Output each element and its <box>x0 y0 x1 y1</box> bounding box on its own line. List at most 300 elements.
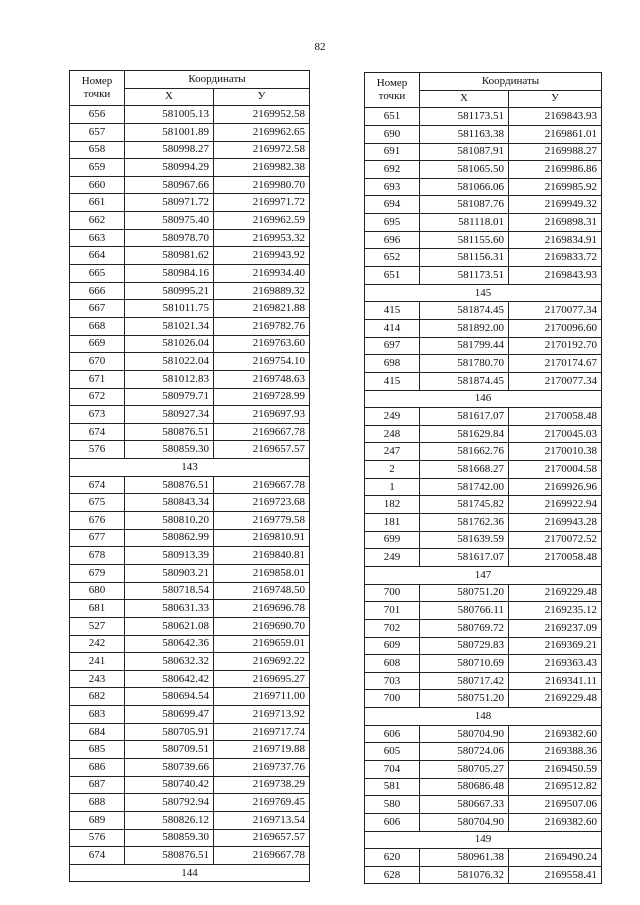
point-number-cell: 665 <box>70 265 125 283</box>
y-coordinate-cell: 2170010.38 <box>509 443 602 461</box>
x-coordinate-cell: 580843.34 <box>125 494 214 512</box>
y-column-header: У <box>214 88 310 106</box>
x-coordinate-cell: 580995.21 <box>125 282 214 300</box>
x-coordinate-cell: 581639.59 <box>420 531 509 549</box>
point-number-cell: 678 <box>70 547 125 565</box>
x-coordinate-cell: 581874.45 <box>420 302 509 320</box>
table-row <box>70 670 310 688</box>
table-row <box>365 725 602 743</box>
x-coordinate-cell: 581629.84 <box>420 425 509 443</box>
x-coordinate-cell: 580667.33 <box>420 796 509 814</box>
y-coordinate-cell: 2169696.78 <box>214 600 310 618</box>
coordinates-header: Координаты <box>125 71 310 89</box>
table-row <box>365 302 602 320</box>
y-coordinate-cell: 2169782.76 <box>214 317 310 335</box>
y-coordinate-cell: 2170058.48 <box>509 549 602 567</box>
y-coordinate-cell: 2169713.54 <box>214 811 310 829</box>
point-number-cell: 666 <box>70 282 125 300</box>
x-coordinate-cell: 580913.39 <box>125 547 214 565</box>
table-row <box>365 849 602 867</box>
point-number-header <box>70 71 125 106</box>
table-row <box>365 319 602 337</box>
table-row <box>365 866 602 884</box>
y-coordinate-cell: 2169779.58 <box>214 512 310 530</box>
point-number-cell: 694 <box>365 196 420 214</box>
y-coordinate-cell: 2169985.92 <box>509 178 602 196</box>
y-coordinate-cell: 2169363.43 <box>509 655 602 673</box>
table-row <box>365 760 602 778</box>
point-number-cell: 662 <box>70 212 125 230</box>
point-number-cell: 415 <box>365 302 420 320</box>
table-row <box>365 743 602 761</box>
table-row <box>70 441 310 459</box>
x-coordinate-cell: 581668.27 <box>420 461 509 479</box>
table-row <box>70 370 310 388</box>
x-coordinate-cell: 581155.60 <box>420 231 509 249</box>
y-coordinate-cell: 2169738.29 <box>214 776 310 794</box>
y-coordinate-cell: 2169943.28 <box>509 514 602 532</box>
y-coordinate-cell: 2169737.76 <box>214 758 310 776</box>
table-row <box>70 176 310 194</box>
point-number-cell: 664 <box>70 247 125 265</box>
y-coordinate-cell: 2169949.32 <box>509 196 602 214</box>
table-row <box>70 829 310 847</box>
x-coordinate-cell: 580826.12 <box>125 811 214 829</box>
x-coordinate-cell: 581617.07 <box>420 549 509 567</box>
x-coordinate-cell: 580632.32 <box>125 653 214 671</box>
y-coordinate-cell: 2170077.34 <box>509 302 602 320</box>
table-row <box>365 637 602 655</box>
x-coordinate-cell: 580967.66 <box>125 176 214 194</box>
point-number-header-line1: Номер <box>81 75 113 88</box>
y-coordinate-cell: 2169450.59 <box>509 760 602 778</box>
y-coordinate-cell: 2169711.00 <box>214 688 310 706</box>
point-number-cell: 248 <box>365 425 420 443</box>
x-coordinate-cell: 581173.51 <box>420 108 509 126</box>
table-row <box>70 811 310 829</box>
x-coordinate-cell: 580876.51 <box>125 423 214 441</box>
table-row <box>70 141 310 159</box>
table-row <box>70 653 310 671</box>
point-number-cell: 683 <box>70 706 125 724</box>
section-number: 149 <box>365 831 602 849</box>
x-coordinate-cell: 580859.30 <box>125 441 214 459</box>
x-coordinate-cell: 581022.04 <box>125 353 214 371</box>
x-coordinate-cell: 580642.42 <box>125 670 214 688</box>
point-number-cell: 663 <box>70 229 125 247</box>
y-coordinate-cell: 2169235.12 <box>509 602 602 620</box>
table-row <box>70 317 310 335</box>
point-number-cell: 182 <box>365 496 420 514</box>
section-number: 146 <box>365 390 602 408</box>
table-row <box>70 617 310 635</box>
y-coordinate-cell: 2169723.68 <box>214 494 310 512</box>
y-column-header: У <box>509 90 602 108</box>
table-row <box>70 600 310 618</box>
point-number-cell: 670 <box>70 353 125 371</box>
y-coordinate-cell: 2169667.78 <box>214 476 310 494</box>
point-number-cell: 693 <box>365 178 420 196</box>
x-coordinate-cell: 581066.06 <box>420 178 509 196</box>
x-coordinate-cell: 581874.45 <box>420 372 509 390</box>
point-number-cell: 241 <box>70 653 125 671</box>
table-row <box>365 372 602 390</box>
x-coordinate-cell: 580704.90 <box>420 725 509 743</box>
point-number-cell: 249 <box>365 549 420 567</box>
section-row <box>70 459 310 477</box>
point-number-cell: 661 <box>70 194 125 212</box>
x-coordinate-cell: 580810.20 <box>125 512 214 530</box>
point-number-cell: 702 <box>365 619 420 637</box>
x-coordinate-cell: 580979.71 <box>125 388 214 406</box>
point-number-cell: 692 <box>365 161 420 179</box>
point-number-cell: 651 <box>365 267 420 285</box>
point-number-cell: 674 <box>70 847 125 865</box>
point-number-cell: 700 <box>365 584 420 602</box>
table-row <box>365 690 602 708</box>
table-row <box>70 247 310 265</box>
y-coordinate-cell: 2169748.63 <box>214 370 310 388</box>
page-number: 82 <box>314 41 326 53</box>
y-coordinate-cell: 2170174.67 <box>509 355 602 373</box>
section-row <box>365 831 602 849</box>
y-coordinate-cell: 2169507.06 <box>509 796 602 814</box>
table-row <box>365 408 602 426</box>
point-number-cell: 247 <box>365 443 420 461</box>
x-coordinate-cell: 580766.11 <box>420 602 509 620</box>
y-coordinate-cell: 2169769.45 <box>214 794 310 812</box>
point-number-cell: 414 <box>365 319 420 337</box>
table-row <box>365 531 602 549</box>
y-coordinate-cell: 2169972.58 <box>214 141 310 159</box>
point-number-cell: 700 <box>365 690 420 708</box>
y-coordinate-cell: 2169833.72 <box>509 249 602 267</box>
x-coordinate-cell: 581011.75 <box>125 300 214 318</box>
x-coordinate-cell: 580710.69 <box>420 655 509 673</box>
point-number-cell: 674 <box>70 476 125 494</box>
table-row <box>365 231 602 249</box>
point-number-header-line2: точки <box>83 88 111 101</box>
point-number-cell: 680 <box>70 582 125 600</box>
x-coordinate-cell: 580998.27 <box>125 141 214 159</box>
y-coordinate-cell: 2169341.11 <box>509 672 602 690</box>
x-coordinate-cell: 581012.83 <box>125 370 214 388</box>
point-number-cell: 689 <box>70 811 125 829</box>
y-coordinate-cell: 2169754.10 <box>214 353 310 371</box>
y-coordinate-cell: 2169971.72 <box>214 194 310 212</box>
table-row <box>70 335 310 353</box>
point-number-cell: 669 <box>70 335 125 353</box>
y-coordinate-cell: 2169229.48 <box>509 584 602 602</box>
table-row <box>70 229 310 247</box>
table-row <box>70 494 310 512</box>
x-coordinate-cell: 581662.76 <box>420 443 509 461</box>
table-row <box>70 758 310 776</box>
x-coordinate-cell: 581026.04 <box>125 335 214 353</box>
x-coordinate-cell: 580981.62 <box>125 247 214 265</box>
table-row <box>70 529 310 547</box>
table-row <box>70 582 310 600</box>
y-coordinate-cell: 2169986.86 <box>509 161 602 179</box>
table-row <box>70 106 310 124</box>
point-number-cell: 691 <box>365 143 420 161</box>
y-coordinate-cell: 2169728.99 <box>214 388 310 406</box>
table-row <box>70 635 310 653</box>
y-coordinate-cell: 2170045.03 <box>509 425 602 443</box>
x-coordinate-cell: 580984.16 <box>125 265 214 283</box>
y-coordinate-cell: 2169388.36 <box>509 743 602 761</box>
y-coordinate-cell: 2169512.82 <box>509 778 602 796</box>
x-coordinate-cell: 581892.00 <box>420 319 509 337</box>
point-number-cell: 687 <box>70 776 125 794</box>
table-row <box>365 778 602 796</box>
y-coordinate-cell: 2169962.65 <box>214 123 310 141</box>
table-row <box>365 478 602 496</box>
point-number-cell: 681 <box>70 600 125 618</box>
table-row <box>365 108 602 126</box>
table-row <box>70 123 310 141</box>
section-number: 144 <box>70 864 310 882</box>
x-coordinate-cell: 581762.36 <box>420 514 509 532</box>
y-coordinate-cell: 2170072.52 <box>509 531 602 549</box>
table-row <box>70 194 310 212</box>
table-row <box>365 461 602 479</box>
y-coordinate-cell: 2169840.81 <box>214 547 310 565</box>
x-coordinate-cell: 580694.54 <box>125 688 214 706</box>
table-row <box>70 476 310 494</box>
table-row <box>70 706 310 724</box>
y-coordinate-cell: 2169843.93 <box>509 267 602 285</box>
x-coordinate-cell: 581005.13 <box>125 106 214 124</box>
y-coordinate-cell: 2170077.34 <box>509 372 602 390</box>
point-number-cell: 249 <box>365 408 420 426</box>
y-coordinate-cell: 2169713.92 <box>214 706 310 724</box>
x-coordinate-cell: 581780.70 <box>420 355 509 373</box>
table-row <box>365 672 602 690</box>
point-number-cell: 581 <box>365 778 420 796</box>
point-number-cell: 697 <box>365 337 420 355</box>
coordinates-header: Координаты <box>420 73 602 91</box>
section-row <box>365 390 602 408</box>
y-coordinate-cell: 2169943.92 <box>214 247 310 265</box>
x-coordinate-cell: 580975.40 <box>125 212 214 230</box>
table-row <box>70 265 310 283</box>
table-row <box>70 794 310 812</box>
y-coordinate-cell: 2169229.48 <box>509 690 602 708</box>
table-row <box>70 423 310 441</box>
x-coordinate-cell: 580704.90 <box>420 813 509 831</box>
y-coordinate-cell: 2169667.78 <box>214 847 310 865</box>
y-coordinate-cell: 2169953.32 <box>214 229 310 247</box>
table-row <box>365 425 602 443</box>
point-number-cell: 695 <box>365 214 420 232</box>
y-coordinate-cell: 2169962.59 <box>214 212 310 230</box>
table-row <box>70 512 310 530</box>
x-coordinate-cell: 580994.29 <box>125 159 214 177</box>
y-coordinate-cell: 2169748.50 <box>214 582 310 600</box>
table-row <box>365 337 602 355</box>
x-coordinate-cell: 580978.70 <box>125 229 214 247</box>
point-number-cell: 699 <box>365 531 420 549</box>
x-coordinate-cell: 580751.20 <box>420 690 509 708</box>
x-coordinate-cell: 581742.00 <box>420 478 509 496</box>
point-number-cell: 651 <box>365 108 420 126</box>
point-number-cell: 243 <box>70 670 125 688</box>
y-coordinate-cell: 2170096.60 <box>509 319 602 337</box>
y-coordinate-cell: 2169717.74 <box>214 723 310 741</box>
point-number-cell: 677 <box>70 529 125 547</box>
table-row <box>365 355 602 373</box>
point-number-cell: 667 <box>70 300 125 318</box>
table-row <box>70 723 310 741</box>
x-coordinate-cell: 581087.91 <box>420 143 509 161</box>
point-number-cell: 242 <box>70 635 125 653</box>
x-coordinate-cell: 581617.07 <box>420 408 509 426</box>
y-coordinate-cell: 2169382.60 <box>509 725 602 743</box>
table-row <box>70 564 310 582</box>
table-row <box>70 159 310 177</box>
y-coordinate-cell: 2169690.70 <box>214 617 310 635</box>
point-number-cell: 701 <box>365 602 420 620</box>
x-coordinate-cell: 580686.48 <box>420 778 509 796</box>
table-row <box>70 688 310 706</box>
section-row <box>70 864 310 882</box>
point-number-cell: 620 <box>365 849 420 867</box>
x-coordinate-cell: 581163.38 <box>420 125 509 143</box>
y-coordinate-cell: 2169763.60 <box>214 335 310 353</box>
point-number-cell: 686 <box>70 758 125 776</box>
y-coordinate-cell: 2169810.91 <box>214 529 310 547</box>
point-number-cell: 580 <box>365 796 420 814</box>
table-row <box>70 282 310 300</box>
table-row <box>365 267 602 285</box>
point-number-cell: 679 <box>70 564 125 582</box>
x-coordinate-cell: 581173.51 <box>420 267 509 285</box>
point-number-cell: 527 <box>70 617 125 635</box>
table-row <box>70 847 310 865</box>
x-coordinate-cell: 580876.51 <box>125 476 214 494</box>
point-number-cell: 656 <box>70 106 125 124</box>
table-row <box>365 161 602 179</box>
x-coordinate-cell: 581087.76 <box>420 196 509 214</box>
table-row <box>70 212 310 230</box>
y-coordinate-cell: 2169861.01 <box>509 125 602 143</box>
y-coordinate-cell: 2169858.01 <box>214 564 310 582</box>
x-coordinate-cell: 581745.82 <box>420 496 509 514</box>
x-coordinate-cell: 581799.44 <box>420 337 509 355</box>
x-coordinate-cell: 581156.31 <box>420 249 509 267</box>
y-coordinate-cell: 2169659.01 <box>214 635 310 653</box>
x-coordinate-cell: 580717.42 <box>420 672 509 690</box>
y-coordinate-cell: 2169982.38 <box>214 159 310 177</box>
x-coordinate-cell: 580724.06 <box>420 743 509 761</box>
x-coordinate-cell: 581001.89 <box>125 123 214 141</box>
x-coordinate-cell: 580709.51 <box>125 741 214 759</box>
point-number-cell: 685 <box>70 741 125 759</box>
point-number-cell: 657 <box>70 123 125 141</box>
table-row <box>365 443 602 461</box>
point-number-cell: 690 <box>365 125 420 143</box>
table-row <box>365 496 602 514</box>
x-coordinate-cell: 580792.94 <box>125 794 214 812</box>
y-coordinate-cell: 2169657.57 <box>214 829 310 847</box>
section-row <box>365 708 602 726</box>
table-row <box>365 514 602 532</box>
point-number-header-line1: Номер <box>376 77 408 90</box>
y-coordinate-cell: 2170004.58 <box>509 461 602 479</box>
point-number-cell: 676 <box>70 512 125 530</box>
point-number-cell: 658 <box>70 141 125 159</box>
point-number-cell: 682 <box>70 688 125 706</box>
x-coordinate-cell: 580862.99 <box>125 529 214 547</box>
y-coordinate-cell: 2169834.91 <box>509 231 602 249</box>
table-row <box>365 813 602 831</box>
table-row <box>70 741 310 759</box>
x-coordinate-cell: 581118.01 <box>420 214 509 232</box>
x-coordinate-cell: 581076.32 <box>420 866 509 884</box>
point-number-cell: 703 <box>365 672 420 690</box>
point-number-cell: 671 <box>70 370 125 388</box>
y-coordinate-cell: 2169898.31 <box>509 214 602 232</box>
x-coordinate-cell: 580769.72 <box>420 619 509 637</box>
y-coordinate-cell: 2169369.21 <box>509 637 602 655</box>
point-number-cell: 688 <box>70 794 125 812</box>
y-coordinate-cell: 2170058.48 <box>509 408 602 426</box>
coordinates-table-right <box>364 72 602 884</box>
table-row <box>365 143 602 161</box>
x-column-header: X <box>125 88 214 106</box>
y-coordinate-cell: 2169821.88 <box>214 300 310 318</box>
x-coordinate-cell: 580927.34 <box>125 406 214 424</box>
section-row <box>365 284 602 302</box>
coordinates-table-left <box>69 70 310 882</box>
section-number: 143 <box>70 459 310 477</box>
y-coordinate-cell: 2169889.32 <box>214 282 310 300</box>
y-coordinate-cell: 2169922.94 <box>509 496 602 514</box>
y-coordinate-cell: 2169697.93 <box>214 406 310 424</box>
x-coordinate-cell: 580705.27 <box>420 760 509 778</box>
table-row <box>70 776 310 794</box>
x-coordinate-cell: 580699.47 <box>125 706 214 724</box>
table-row <box>70 300 310 318</box>
point-number-header-line2: точки <box>378 90 406 103</box>
section-number: 148 <box>365 708 602 726</box>
point-number-header <box>365 73 420 108</box>
table-row <box>365 178 602 196</box>
table-row <box>365 125 602 143</box>
y-coordinate-cell: 2169382.60 <box>509 813 602 831</box>
point-number-cell: 576 <box>70 441 125 459</box>
table-row <box>365 549 602 567</box>
y-coordinate-cell: 2169934.40 <box>214 265 310 283</box>
x-coordinate-cell: 581021.34 <box>125 317 214 335</box>
point-number-cell: 673 <box>70 406 125 424</box>
point-number-cell: 1 <box>365 478 420 496</box>
y-coordinate-cell: 2170192.70 <box>509 337 602 355</box>
x-column-header: X <box>420 90 509 108</box>
point-number-cell: 672 <box>70 388 125 406</box>
y-coordinate-cell: 2169843.93 <box>509 108 602 126</box>
table-row <box>365 214 602 232</box>
point-number-cell: 696 <box>365 231 420 249</box>
point-number-cell: 660 <box>70 176 125 194</box>
point-number-cell: 609 <box>365 637 420 655</box>
y-coordinate-cell: 2169667.78 <box>214 423 310 441</box>
x-coordinate-cell: 580718.54 <box>125 582 214 600</box>
y-coordinate-cell: 2169695.27 <box>214 670 310 688</box>
y-coordinate-cell: 2169952.58 <box>214 106 310 124</box>
point-number-cell: 415 <box>365 372 420 390</box>
